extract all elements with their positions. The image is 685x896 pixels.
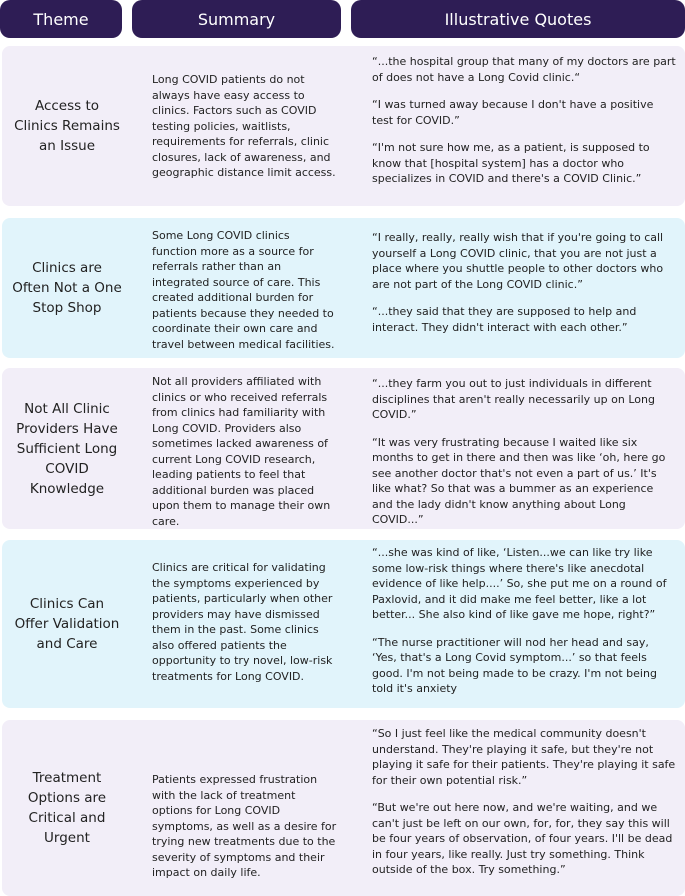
- header-summary: Summary: [132, 0, 341, 38]
- theme-label: Access to Clinics Remains an Issue: [14, 98, 120, 154]
- quote: “...the hospital group that many of my doctors are part of does not have a Long Covid clinic.“: [372, 55, 676, 84]
- summary-cell: Not all providers affiliated with clinics or who received referrals from clinics had familiarity with Long COVID. Providers also sometimes lacked awareness of current Long COVID research, leading patients to feel that additional burden was placed upon them to manage their own care.: [152, 375, 331, 528]
- theme-label: Clinics Can Offer Validation and Care: [14, 596, 120, 652]
- quote: “So I just feel like the medical community doesn't understand. They're playing it safe, but they're not playing it safe for their patients. They're playing it safe for their own potential risk.”: [372, 727, 676, 787]
- quote: “But we're out here now, and we're waiting, and we can't just be left on our own, for, for, they say this will be four years of observation, of four years. I'll be dead in four years, like really. Just try something. Think outside of the box. Try something.”: [372, 801, 673, 876]
- summary-cell: Clinics are critical for validating the symptoms experienced by patients, particularly when other providers may have dismissed them in the past. Some clinics also offered patients the opportunity to try novel, low-risk treatments for Long COVID.: [152, 561, 333, 683]
- theme-label: Not All Clinic Providers Have Sufficient Long COVID Knowledge: [16, 400, 118, 497]
- table-row: [2, 368, 685, 529]
- quote: “I was turned away because I don't have a positive test for COVID.”: [372, 98, 654, 127]
- table-row: [2, 540, 685, 708]
- quotes-cell: [372, 545, 677, 709]
- quote: “...they farm you out to just individuals in different disciplines that aren't really necessarily up on Long COVID.”: [372, 377, 655, 421]
- quote: “...she was kind of like, ‘Listen...we can like try like some low-risk things where there's like anecdotal evidence of like help....’ So, she put me on a round of Paxlovid, and it did make me feel better, like a lot better... She also kind of like gave me hope, right?”: [372, 546, 667, 621]
- summary-cell: Long COVID patients do not always have easy access to clinics. Factors such as COVID testing policies, waitlists, requirements for referrals, clinic closures, lack of awareness, and geographic distance limit access.: [152, 73, 336, 179]
- summary-cell: Patients expressed frustration with the lack of treatment options for Long COVID symptoms, as well as a desire for trying new treatments due to the severity of symptoms and their impact on daily life.: [152, 773, 337, 879]
- theme-cell: [2, 46, 132, 206]
- table-row: [2, 46, 685, 206]
- quote: “I'm not sure how me, as a patient, is supposed to know that [hospital system] has a doctor who specializes in COVID and there's a COVID Clinic.”: [372, 141, 650, 185]
- theme-label: Treatment Options are Critical and Urgent: [27, 770, 107, 846]
- table-row: [2, 720, 685, 896]
- quotes-cell: [372, 726, 677, 890]
- quotes-cell: [372, 230, 677, 347]
- quote: “I really, really, really wish that if you're going to call yourself a Long COVID clinic, that you are not just a place where you shuttle people to other doctors who are not part of the Long COVID clinic.”: [372, 231, 664, 291]
- quotes-cell: [372, 54, 677, 199]
- theme-cell: [2, 540, 132, 708]
- table-row: [2, 218, 685, 358]
- quote: “The nurse practitioner will nod her head and say, ‘Yes, that's a Long Covid symptom...’ so that feels good. I'm not being made to be crazy. I'm not being told it's anxiety: [372, 635, 657, 695]
- quotes-cell: [372, 376, 677, 540]
- theme-cell: [2, 368, 132, 529]
- quote: “...they said that they are supposed to help and interact. They didn't interact with each other.”: [372, 305, 637, 334]
- theme-cell: [2, 218, 132, 358]
- summary-cell: Some Long COVID clinics function more as a source for referrals rather than an integrated source of care. This created additional burden for patients because they needed to coordinate their own care and travel between medical facilities.: [152, 229, 335, 351]
- header-illustrative-quotes: Illustrative Quotes: [351, 0, 685, 38]
- theme-label: Clinics are Often Not a One Stop Shop: [12, 260, 122, 316]
- quote: “It was very frustrating because I waited like six months to get in there and then was like ‘oh, here go see another doctor that's not even a part of us.’ It's like what? So that was a bummer as an experience and the lady didn't know anything about Long COVID...”: [372, 435, 666, 526]
- header-theme: Theme: [0, 0, 122, 38]
- theme-cell: [2, 720, 132, 896]
